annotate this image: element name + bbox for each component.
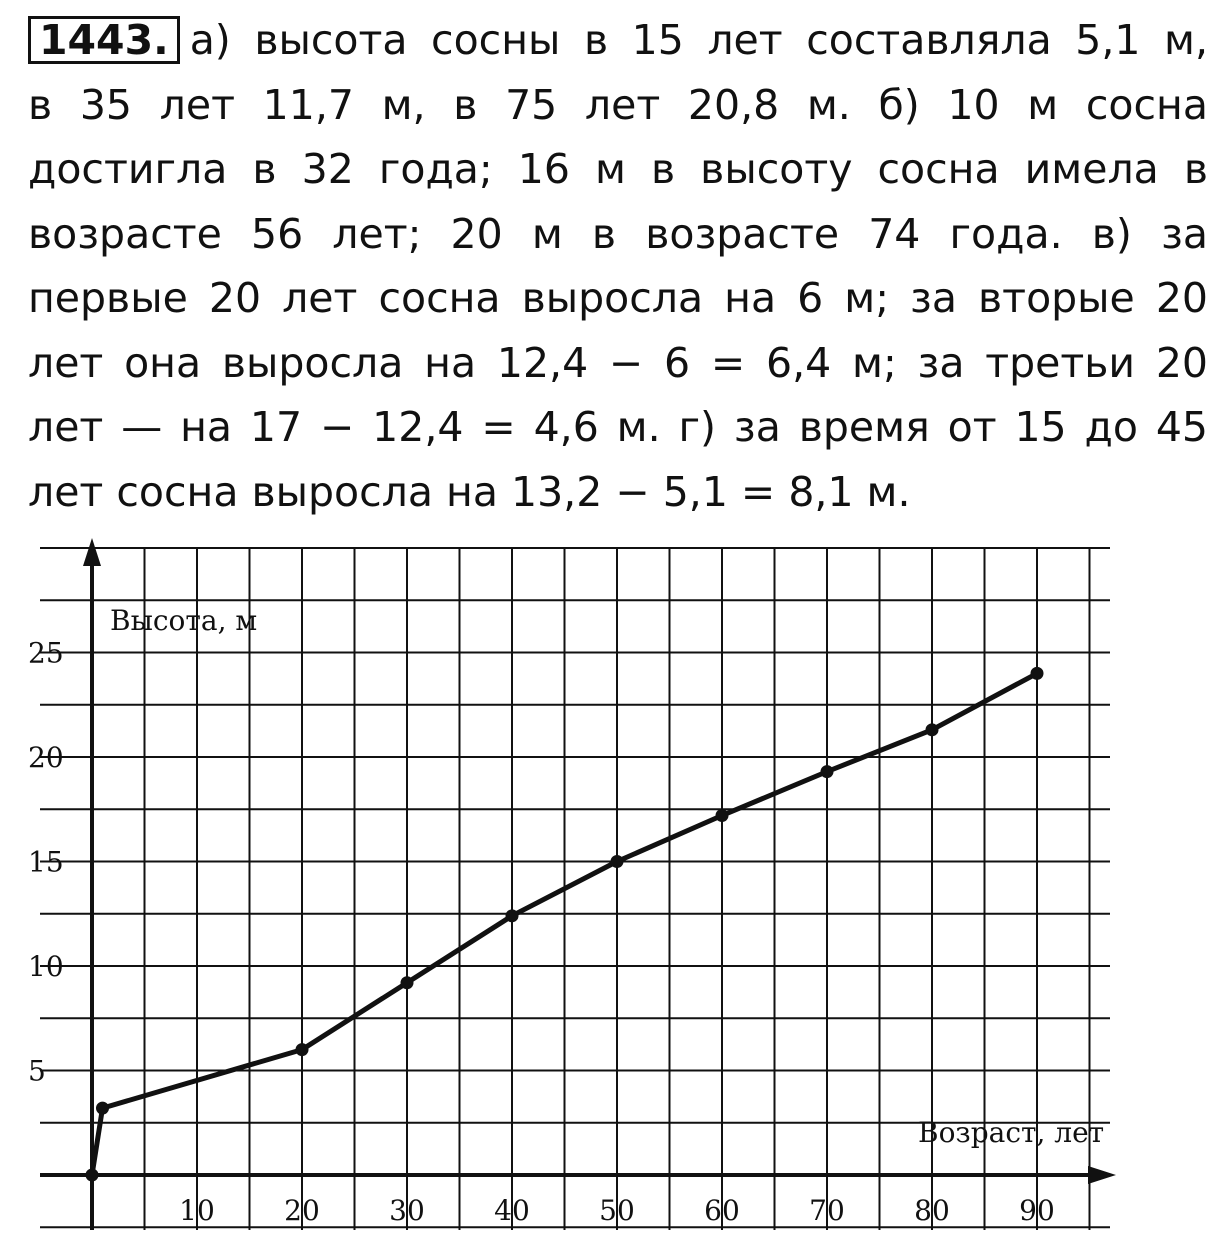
problem-text (28, 8, 1208, 524)
x-axis-label: Возраст, лет (918, 1116, 1105, 1149)
x-tick-label: 10 (179, 1194, 215, 1227)
y-axis-label: Высота, м (110, 604, 258, 637)
x-tick-label: 70 (809, 1194, 845, 1227)
problem-text-line: лет — на 17 − 12,4 = 4,6 м. г) за время от 15 до 45 (28, 403, 1208, 451)
y-tick-label: 10 (28, 950, 64, 983)
problem-text-line: достигла в 32 года; 16 м в высоту сосна имела в (28, 145, 1208, 193)
data-point (611, 855, 624, 868)
pine-height-chart (0, 530, 1215, 1257)
x-tick-label: 40 (494, 1194, 530, 1227)
problem-number: 1443. (28, 16, 180, 64)
y-axis-arrow (83, 538, 101, 566)
x-tick-label: 50 (599, 1194, 635, 1227)
problem-text-line: в 35 лет 11,7 м, в 75 лет 20,8 м. б) 10 м сосна (28, 80, 1208, 129)
data-point (296, 1043, 309, 1056)
data-point (401, 976, 414, 989)
problem-text-line: а) высота сосны в 15 лет составляла 5,1 м, (189, 16, 1208, 64)
y-tick-label: 25 (28, 636, 64, 670)
data-point (1031, 667, 1044, 680)
y-tick-label: 20 (28, 741, 64, 774)
x-tick-label: 80 (914, 1194, 950, 1227)
x-tick-label: 20 (284, 1194, 320, 1227)
problem-line-1 (28, 8, 1208, 73)
chart-ticks (28, 637, 1055, 1228)
problem-text-line: лет сосна выросла на 13,2 − 5,1 = 8,1 м. (28, 467, 911, 516)
problem-text-line: возрасте 56 лет; 20 м в возрасте 74 года. в) за (28, 209, 1208, 258)
x-tick-label: 60 (704, 1194, 740, 1227)
y-tick-label: 15 (28, 845, 64, 879)
problem-text-line: первые 20 лет сосна выросла на 6 м; за вторые 20 (28, 274, 1208, 322)
problem-text-line: лет она выросла на 12,4 − 6 = 6,4 м; за третьи 20 (28, 338, 1208, 387)
x-tick-label: 90 (1019, 1194, 1055, 1227)
data-point (96, 1102, 109, 1115)
data-point (506, 909, 519, 922)
x-axis-arrow (1088, 1166, 1116, 1184)
data-point (821, 765, 834, 778)
y-tick-label: 5 (28, 1054, 46, 1088)
data-point (926, 723, 939, 736)
data-point (716, 809, 729, 822)
x-tick-label: 30 (389, 1194, 425, 1227)
data-point (86, 1169, 99, 1182)
